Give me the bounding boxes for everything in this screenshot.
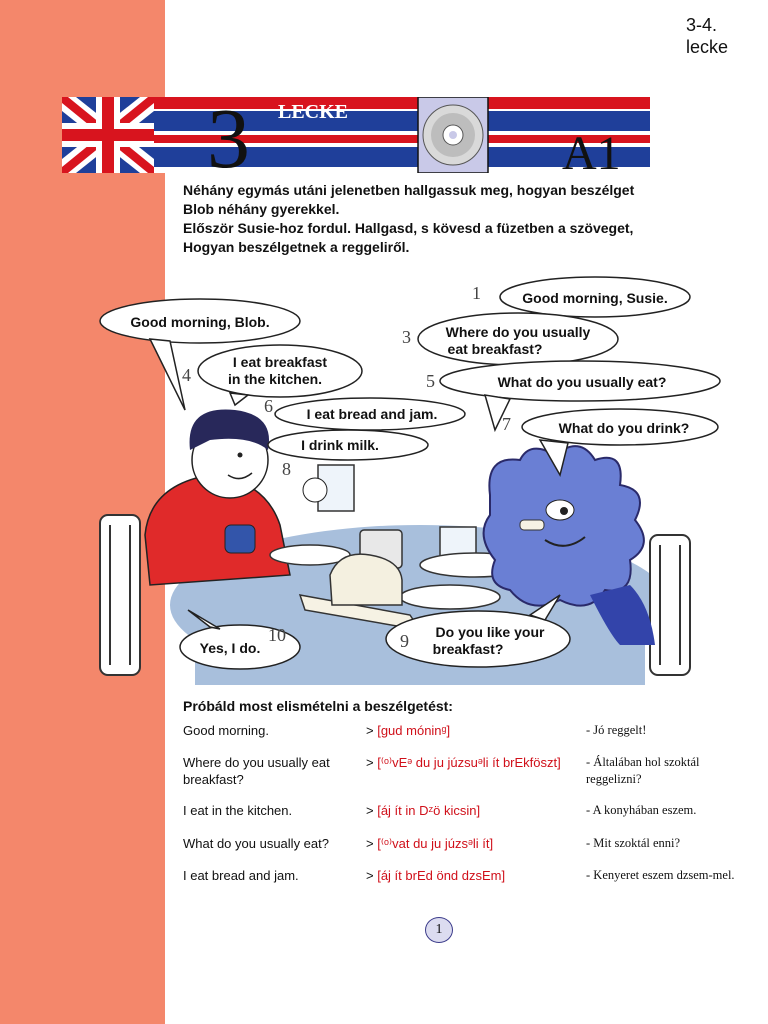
bubble-7-line-1: What do you drink? <box>558 420 690 436</box>
chair-left-illustration <box>100 515 140 675</box>
intro-line-3: Először Susie-hoz fordul. Hallgasd, s kövesd a füzetben a szöveget, <box>183 220 634 236</box>
bubble-2-line-1: Good morning, Blob. <box>130 314 270 330</box>
bubble-3-line-1: Where do you usually <box>445 324 591 340</box>
practice-phonetic: > [áj ít brEd önd dzsEm] <box>366 868 506 883</box>
bubble-7-number: 7 <box>502 414 511 434</box>
bubble-4-number: 4 <box>182 365 191 385</box>
phonetic-text: [⁽ᵒ⁾vEᵊ du ju júzsuᵊli ít brEkföszt] <box>377 755 561 770</box>
bubble-9-line-2: breakfast? <box>432 641 504 657</box>
speech-bubble-6 <box>264 396 465 430</box>
bubble-6-line-1: I eat bread and jam. <box>306 406 438 422</box>
level-label: A1 <box>562 127 621 173</box>
lesson-corner-label <box>686 14 728 58</box>
phonetic-text: [gud móninᵍ] <box>377 723 451 738</box>
bubble-8-line-1: I drink milk. <box>301 437 379 453</box>
practice-title: Próbáld most elismételni a beszélgetést: <box>183 698 453 714</box>
lesson-banner <box>62 97 650 173</box>
practice-english: What do you usually eat? <box>183 836 329 851</box>
lesson-number: 3 <box>207 97 250 173</box>
bubble-10-line-1: Yes, I do. <box>199 640 261 656</box>
practice-english: Good morning. <box>183 723 269 738</box>
intro-line-2: Blob néhány gyerekkel. <box>183 201 340 217</box>
bubble-9-line-1: Do you like your <box>435 624 545 640</box>
practice-phonetic: > [⁽ᵒ⁾vat du ju júzsᵊli ít] <box>366 836 494 851</box>
bubble-5-line-1: What do you usually eat? <box>497 374 667 390</box>
bubble-3-number: 3 <box>402 327 411 347</box>
practice-english: I eat in the kitchen. <box>183 803 293 818</box>
chair-right-illustration <box>650 535 690 675</box>
bubble-4-line-2: in the kitchen. <box>227 371 323 387</box>
practice-phonetic: > [gud móninᵍ] <box>366 723 451 738</box>
phonetic-text: [áj ít in Dᶻö kicsin] <box>377 803 481 818</box>
bubble-9-number: 9 <box>400 631 409 651</box>
phonetic-text: [áj ít brEd önd dzsEm] <box>377 868 506 883</box>
cd-icon <box>418 97 488 173</box>
bubble-4-line-1: I eat breakfast <box>232 354 328 370</box>
practice-hungarian: - Mit szoktál enni? <box>586 836 681 850</box>
practice-phonetic: > [⁽ᵒ⁾vEᵊ du ju júzsuᵊli ít brEkföszt] <box>366 755 561 770</box>
practice-hungarian: - Kenyeret eszem dzsem-mel. <box>586 868 735 882</box>
intro-text <box>183 181 723 257</box>
intro-line-4: Hogyan beszélgetnek a reggeliről. <box>183 239 410 255</box>
bubble-5-number: 5 <box>426 371 435 391</box>
practice-hungarian: - Általában hol szoktál reggelizni? <box>586 755 700 786</box>
bubble-8-number: 8 <box>282 459 291 479</box>
bubble-1-line-1: Good morning, Susie. <box>522 290 668 306</box>
breakfast-scene <box>90 275 730 695</box>
bubble-6-number: 6 <box>264 396 273 416</box>
practice-hungarian: - Jó reggelt! <box>586 723 647 737</box>
phonetic-text: [⁽ᵒ⁾vat du ju júzsᵊli ít] <box>377 836 494 851</box>
practice-english: Where do you usually eat breakfast? <box>183 755 330 787</box>
speech-bubble-1 <box>472 277 690 317</box>
practice-english: I eat bread and jam. <box>183 868 299 883</box>
bubble-1-number: 1 <box>472 283 481 303</box>
corner-line-1: 3-4. <box>685 15 717 35</box>
page-number: 1 <box>425 917 453 943</box>
union-jack-flag <box>62 97 154 173</box>
scene-illustration <box>90 275 730 695</box>
speech-bubble-3 <box>402 313 618 365</box>
lecke-label: LECKE <box>278 101 349 123</box>
intro-line-1: Néhány egymás utáni jelenetben hallgassuk meg, hogyan beszélget <box>183 182 635 198</box>
corner-line-2: lecke <box>685 37 728 57</box>
bubble-10-number: 10 <box>268 625 286 645</box>
practice-hungarian: - A konyhában eszem. <box>586 803 697 817</box>
practice-phonetic: > [áj ít in Dᶻö kicsin] <box>366 803 481 818</box>
bubble-3-line-2: eat breakfast? <box>447 341 543 357</box>
